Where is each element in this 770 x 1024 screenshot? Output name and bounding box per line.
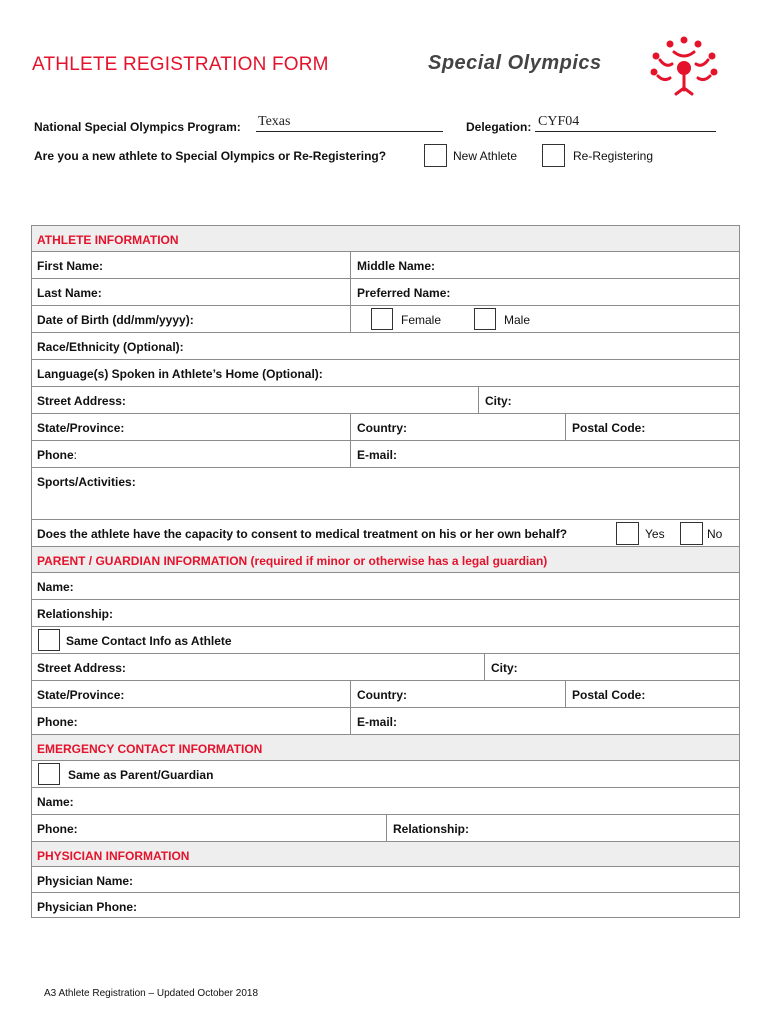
guardian-postal-field[interactable]: Postal Code: — [572, 688, 646, 702]
same-as-guardian-label: Same as Parent/Guardian — [68, 768, 214, 782]
athlete-email-field[interactable]: E-mail: — [357, 448, 398, 462]
emergency-name-row — [32, 788, 739, 815]
language-row — [32, 360, 739, 387]
language-field[interactable]: Language(s) Spoken in Athlete’s Home (Optional): — [37, 367, 323, 381]
emergency-phone-row — [32, 815, 739, 842]
guardian-email-field[interactable]: E-mail: — [357, 715, 398, 729]
athlete-country-field[interactable]: Country: — [357, 421, 407, 435]
athlete-city-field[interactable]: City: — [485, 394, 512, 408]
athlete-postal-field[interactable]: Postal Code: — [572, 421, 646, 435]
guardian-street-field[interactable]: Street Address: — [37, 661, 126, 675]
race-field[interactable]: Race/Ethnicity (Optional): — [37, 340, 184, 354]
consent-yes-checkbox[interactable] — [616, 522, 639, 545]
guardian-name-row — [32, 573, 739, 600]
consent-no-checkbox[interactable] — [680, 522, 703, 545]
program-underline — [256, 131, 443, 132]
delegation-label: Delegation: — [466, 120, 532, 134]
same-contact-checkbox[interactable] — [38, 629, 60, 651]
athlete-contact-row — [32, 441, 739, 468]
emergency-same-row — [32, 761, 739, 788]
male-label: Male — [504, 313, 531, 327]
last-name-field[interactable]: Last Name: — [37, 286, 102, 300]
physician-phone-field[interactable]: Physician Phone: — [37, 900, 138, 914]
form-title: ATHLETE REGISTRATION FORM — [32, 54, 329, 75]
re-registering-label: Re-Registering — [573, 149, 654, 163]
program-label: National Special Olympics Program: — [34, 120, 241, 134]
footer-text: A3 Athlete Registration – Updated October 2018 — [44, 988, 259, 999]
female-label: Female — [401, 313, 442, 327]
physician-name-row — [32, 867, 739, 893]
guardian-name-field[interactable]: Name: — [37, 580, 74, 594]
guardian-country-field[interactable]: Country: — [357, 688, 407, 702]
sports-field[interactable]: Sports/Activities: — [37, 475, 136, 489]
physician-phone-row — [32, 893, 739, 917]
emergency-relationship-field[interactable]: Relationship: — [393, 822, 470, 836]
same-as-guardian-checkbox[interactable] — [38, 763, 60, 785]
female-checkbox[interactable] — [371, 308, 393, 330]
athlete-section-header — [32, 226, 739, 252]
same-contact-label: Same Contact Info as Athlete — [66, 634, 232, 648]
consent-question: Does the athlete have the capacity to consent to medical treatment on his or her own behalf? — [37, 527, 568, 541]
delegation-value[interactable]: CYF04 — [538, 114, 580, 129]
dob-field[interactable]: Date of Birth (dd/mm/yyyy): — [37, 313, 194, 327]
program-value[interactable]: Texas — [258, 114, 291, 129]
middle-name-field[interactable]: Middle Name: — [357, 259, 436, 273]
guardian-phone-field[interactable]: Phone: — [37, 715, 78, 729]
guardian-section-title: PARENT / GUARDIAN INFORMATION (required if minor or otherwise has a legal guardian) — [37, 554, 548, 568]
race-row — [32, 333, 739, 360]
delegation-underline — [535, 131, 716, 132]
new-athlete-checkbox[interactable] — [424, 144, 447, 167]
athlete-phone-field[interactable]: Phone: — [37, 448, 78, 462]
guardian-relationship-field[interactable]: Relationship: — [37, 607, 114, 621]
special-olympics-logo-icon — [646, 30, 722, 106]
athlete-street-field[interactable]: Street Address: — [37, 394, 126, 408]
registration-form-table — [31, 225, 740, 918]
first-middle-row — [32, 252, 739, 279]
re-registering-checkbox[interactable] — [542, 144, 565, 167]
new-athlete-question: Are you a new athlete to Special Olympics or Re-Registering? — [34, 149, 387, 163]
guardian-state-field[interactable]: State/Province: — [37, 688, 125, 702]
consent-no-label: No — [707, 527, 723, 541]
athlete-state-row — [32, 414, 739, 441]
last-preferred-row — [32, 279, 739, 306]
consent-row — [32, 520, 739, 547]
first-name-field[interactable]: First Name: — [37, 259, 104, 273]
guardian-relationship-row — [32, 600, 739, 627]
guardian-contact-row — [32, 708, 739, 735]
physician-name-field[interactable]: Physician Name: — [37, 874, 134, 888]
athlete-address-row — [32, 387, 739, 414]
emergency-section-title: EMERGENCY CONTACT INFORMATION — [37, 742, 263, 756]
new-athlete-label: New Athlete — [453, 149, 518, 163]
physician-section-header — [32, 842, 739, 867]
emergency-name-field[interactable]: Name: — [37, 795, 74, 809]
guardian-address-row — [32, 654, 739, 681]
consent-yes-label: Yes — [645, 527, 665, 541]
emergency-section-header — [32, 735, 739, 761]
guardian-section-header — [32, 547, 739, 573]
male-checkbox[interactable] — [474, 308, 496, 330]
sports-row — [32, 468, 739, 520]
special-olympics-logo-text: Special Olympics — [428, 52, 602, 74]
athlete-section-title: ATHLETE INFORMATION — [37, 233, 179, 247]
physician-section-title: PHYSICIAN INFORMATION — [37, 849, 190, 863]
guardian-same-contact-row — [32, 627, 739, 654]
dob-gender-row — [32, 306, 739, 333]
athlete-state-field[interactable]: State/Province: — [37, 421, 125, 435]
emergency-phone-field[interactable]: Phone: — [37, 822, 78, 836]
preferred-name-field[interactable]: Preferred Name: — [357, 286, 451, 300]
guardian-city-field[interactable]: City: — [491, 661, 518, 675]
guardian-state-row — [32, 681, 739, 708]
